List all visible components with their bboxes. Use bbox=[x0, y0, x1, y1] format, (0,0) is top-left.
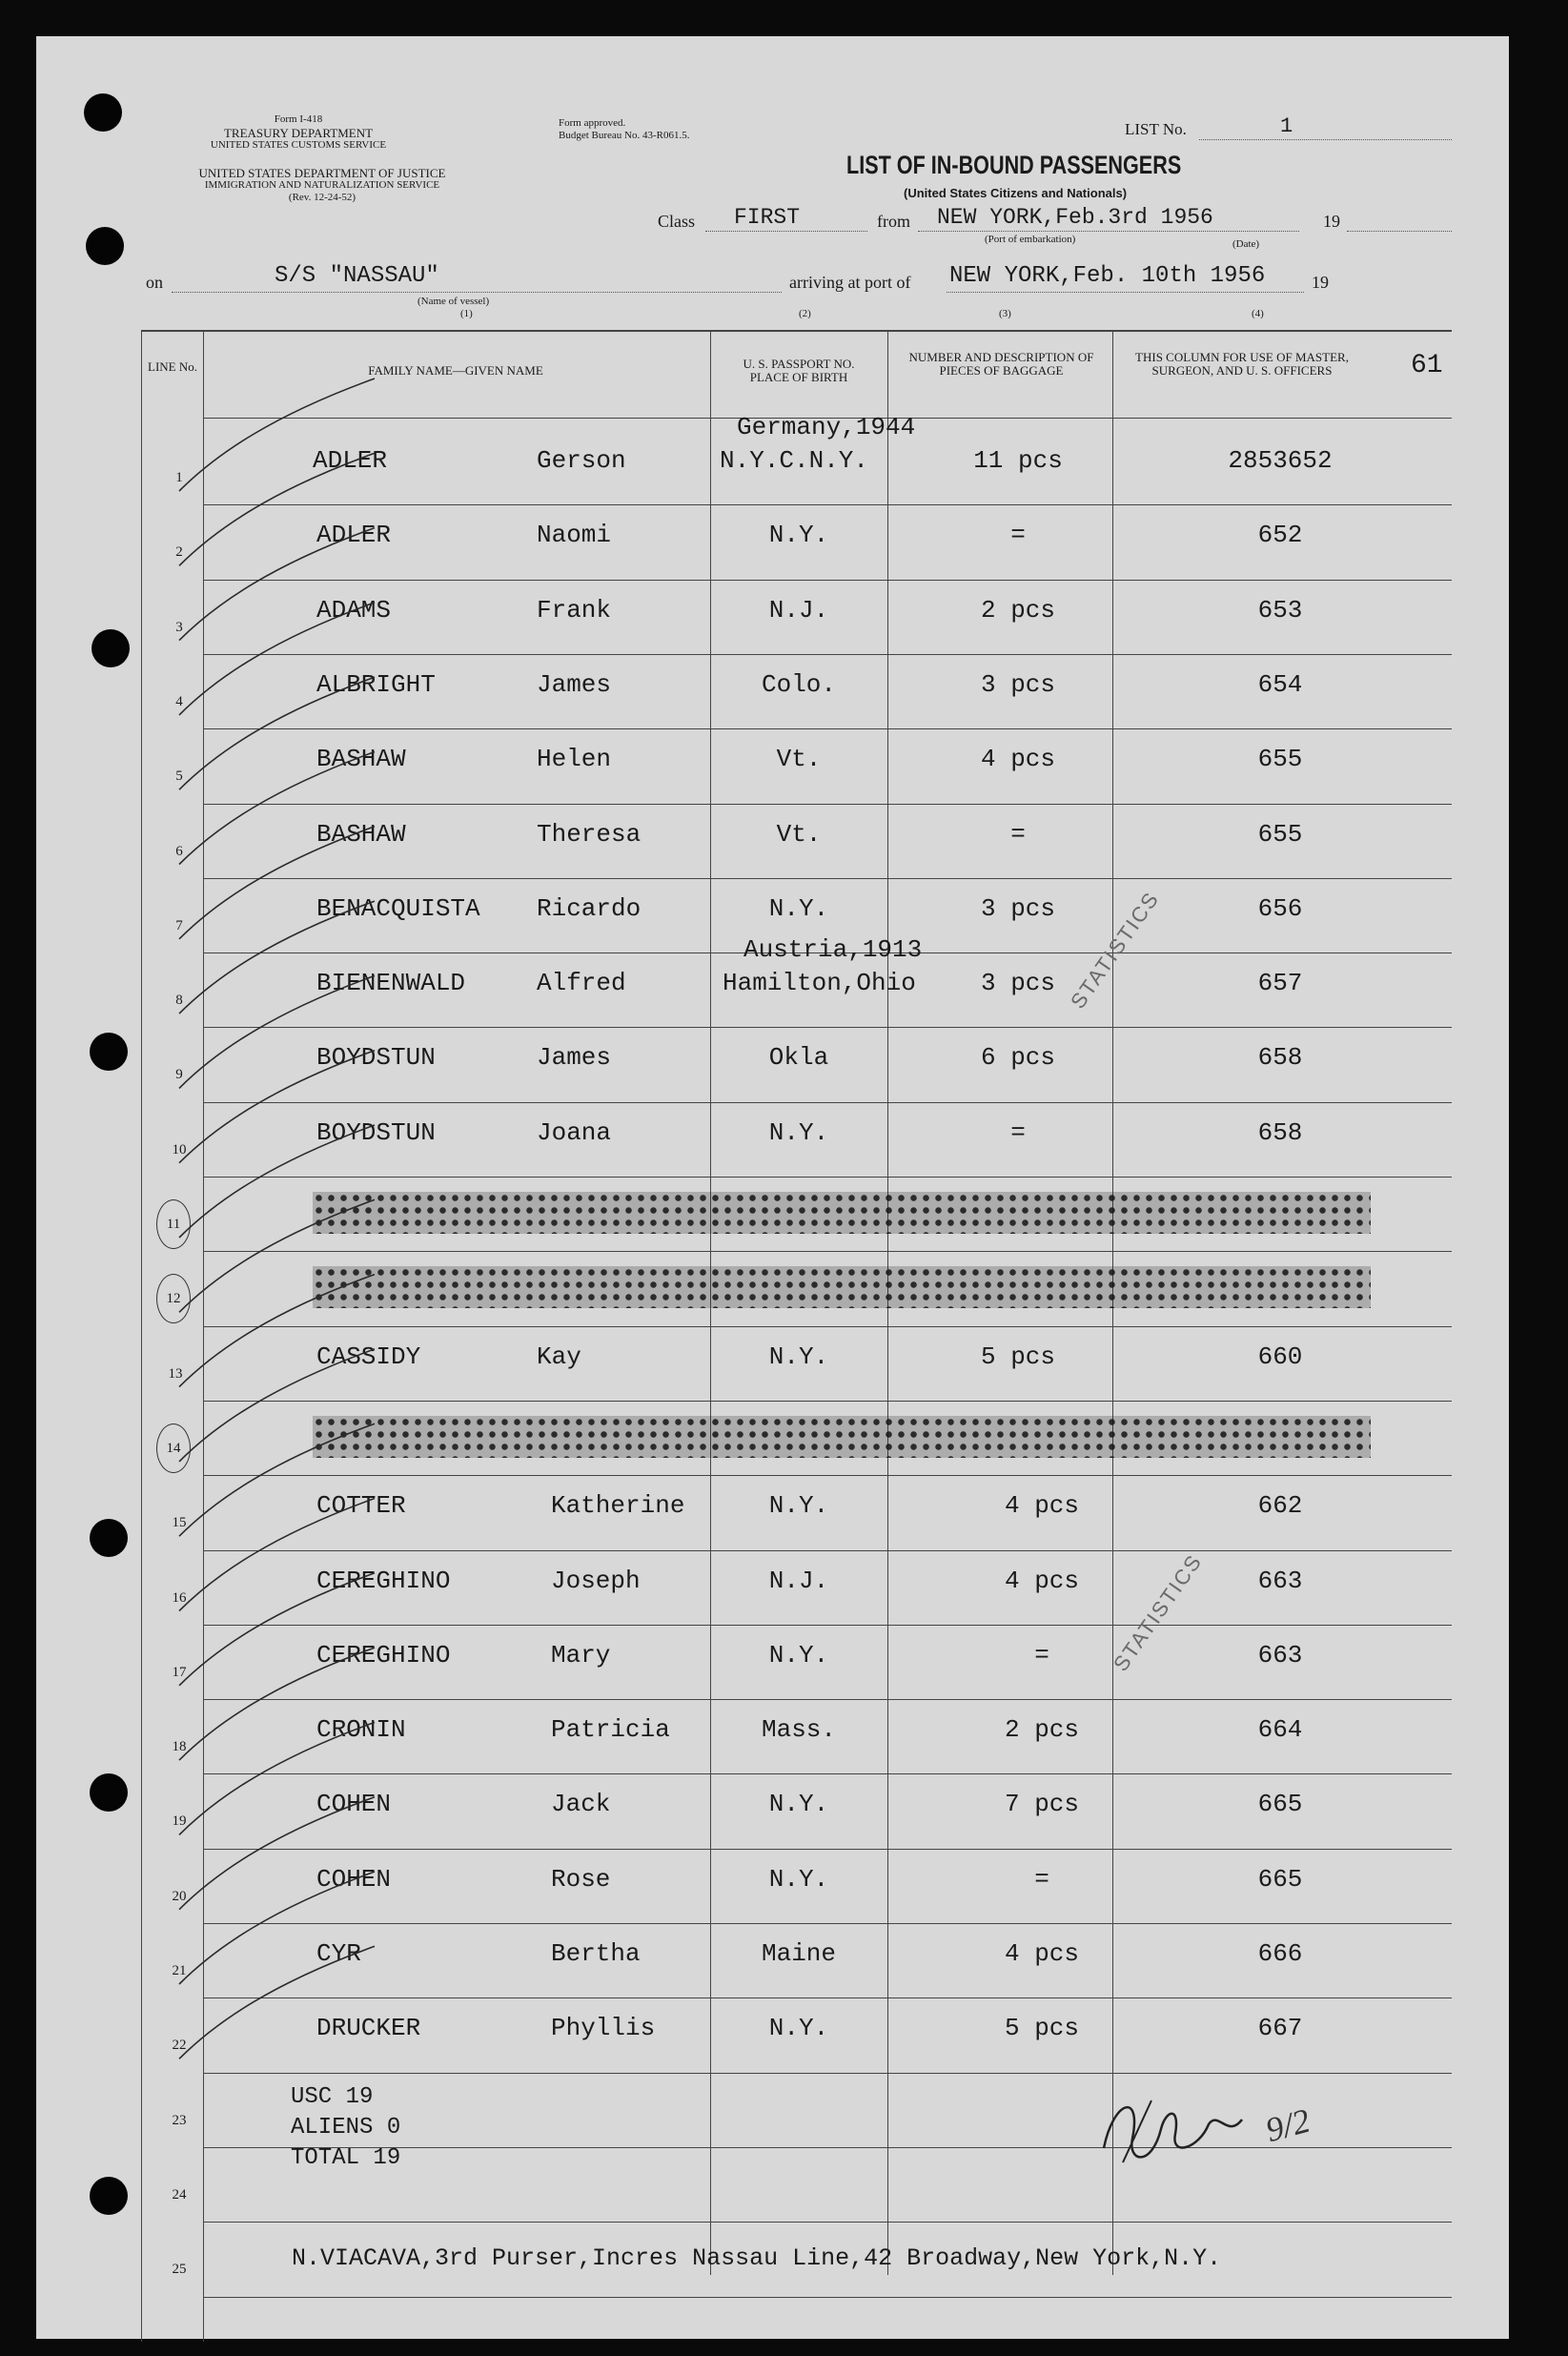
col-num-4: (4) bbox=[1252, 308, 1264, 319]
officer-number: 665 bbox=[1257, 1864, 1303, 1894]
pencil-tick bbox=[179, 379, 375, 491]
family-name: ALBRIGHT bbox=[316, 669, 436, 699]
place-of-birth: N.Y. bbox=[768, 1117, 829, 1147]
officer-number: 658 bbox=[1257, 1117, 1303, 1147]
officer-number: 663 bbox=[1257, 1566, 1303, 1595]
page-number: 61 bbox=[1411, 351, 1443, 380]
form-approved: Form approved. bbox=[559, 117, 626, 129]
baggage-count: 3 pcs bbox=[980, 893, 1055, 923]
place-of-birth: N.Y. bbox=[768, 1491, 829, 1521]
pencil-tick bbox=[179, 1573, 375, 1686]
place-of-birth: N.Y.C.N.Y. bbox=[719, 446, 869, 475]
family-name: COTTER bbox=[316, 1491, 406, 1521]
baggage-count: = bbox=[1010, 1117, 1026, 1147]
total-all: TOTAL 19 bbox=[291, 2145, 401, 2171]
baggage-count: 4 pcs bbox=[1004, 1939, 1079, 1968]
officer-number: 666 bbox=[1257, 1939, 1303, 1968]
pencil-tick bbox=[179, 603, 375, 715]
col-header-name: FAMILY NAME—GIVEN NAME bbox=[368, 363, 543, 378]
line-number: 22 bbox=[172, 2038, 187, 2054]
pencil-tick bbox=[179, 1946, 375, 2059]
officer-number: 2853652 bbox=[1228, 446, 1333, 475]
col-num-2: (2) bbox=[799, 308, 811, 319]
line-number: 9 bbox=[175, 1067, 183, 1083]
baggage-count: 4 pcs bbox=[980, 745, 1055, 774]
given-name: Phyllis bbox=[551, 2014, 656, 2043]
place-of-birth: N.Y. bbox=[768, 1864, 829, 1894]
col-header-baggage: NUMBER AND DESCRIPTION OF PIECES OF BAGGAGE bbox=[908, 350, 1094, 378]
year-label: 19 bbox=[1323, 212, 1340, 231]
form-number: Form I-418 bbox=[274, 113, 323, 125]
family-name: COHEN bbox=[316, 1790, 392, 1819]
family-name: ADAMS bbox=[316, 595, 392, 625]
baggage-count: 5 pcs bbox=[980, 1342, 1055, 1371]
given-name: Alfred bbox=[537, 969, 626, 998]
family-name: CYR bbox=[316, 1939, 361, 1968]
pencil-tick bbox=[179, 827, 375, 939]
place-of-birth: N.Y. bbox=[768, 521, 829, 550]
family-name: CRONIN bbox=[316, 1715, 406, 1745]
given-name: Gerson bbox=[537, 446, 626, 475]
place-of-birth: N.Y. bbox=[768, 2014, 829, 2043]
baggage-count: = bbox=[1010, 819, 1026, 849]
baggage-count: 6 pcs bbox=[980, 1043, 1055, 1073]
given-name: Joseph bbox=[551, 1566, 641, 1595]
family-name: ADLER bbox=[316, 521, 392, 550]
pencil-tick-marks bbox=[36, 36, 1509, 2339]
page-subtitle: (United States Citizens and Nationals) bbox=[904, 186, 1128, 200]
from-label: from bbox=[877, 212, 910, 231]
date-caption: (Date) bbox=[1232, 238, 1260, 250]
officer-number: 655 bbox=[1257, 819, 1303, 849]
birth-country-year: Germany,1944 bbox=[737, 413, 916, 441]
officer-number: 662 bbox=[1257, 1491, 1303, 1521]
baggage-count: 3 pcs bbox=[980, 969, 1055, 998]
officer-number: 664 bbox=[1257, 1715, 1303, 1745]
line-number: 5 bbox=[175, 768, 183, 785]
pencil-tick bbox=[179, 1648, 375, 1760]
baggage-count: 4 pcs bbox=[1004, 1491, 1079, 1521]
col-num-3: (3) bbox=[999, 308, 1011, 319]
line-number: 3 bbox=[175, 619, 183, 635]
place-of-birth: Okla bbox=[768, 1043, 829, 1073]
given-name: Helen bbox=[537, 745, 612, 774]
line-number: 17 bbox=[172, 1664, 187, 1680]
given-name: Bertha bbox=[551, 1939, 641, 1968]
line-number: 4 bbox=[175, 693, 183, 709]
officer-number: 660 bbox=[1257, 1342, 1303, 1371]
officer-number: 667 bbox=[1257, 2014, 1303, 2043]
line-number: 14 bbox=[156, 1424, 191, 1473]
baggage-count: = bbox=[1010, 521, 1026, 550]
place-of-birth: N.J. bbox=[768, 595, 829, 625]
line-number: 19 bbox=[172, 1813, 187, 1830]
pencil-tick bbox=[179, 901, 375, 1014]
given-name: Ricardo bbox=[537, 893, 641, 923]
officer-number: 654 bbox=[1257, 669, 1303, 699]
pencil-tick bbox=[179, 1199, 375, 1312]
baggage-count: 2 pcs bbox=[1004, 1715, 1079, 1745]
place-of-birth: N.Y. bbox=[768, 1640, 829, 1670]
statistics-stamp: STATISTICS bbox=[1109, 1549, 1207, 1676]
family-name: ADLER bbox=[313, 446, 388, 475]
line-number: 13 bbox=[168, 1365, 183, 1382]
family-name: BENACQUISTA bbox=[316, 893, 480, 923]
given-name: James bbox=[537, 1043, 612, 1073]
officer-number: 656 bbox=[1257, 893, 1303, 923]
list-no-value: 1 bbox=[1280, 114, 1293, 138]
from-value: NEW YORK,Feb.3rd 1956 bbox=[937, 205, 1213, 230]
pencil-tick bbox=[179, 1722, 375, 1834]
customs-service: UNITED STATES CUSTOMS SERVICE bbox=[210, 139, 387, 151]
line-number: 16 bbox=[172, 1589, 187, 1606]
baggage-count: 4 pcs bbox=[1004, 1566, 1079, 1595]
manifest-page bbox=[36, 36, 1509, 2339]
pencil-tick bbox=[179, 1125, 375, 1238]
line-number: 24 bbox=[172, 2186, 187, 2202]
officer-number: 663 bbox=[1257, 1640, 1303, 1670]
line-number: 8 bbox=[175, 993, 183, 1009]
family-name: CEREGHINO bbox=[316, 1566, 451, 1595]
given-name: Mary bbox=[551, 1640, 611, 1670]
officer-number: 653 bbox=[1257, 595, 1303, 625]
given-name: Katherine bbox=[551, 1491, 685, 1521]
pencil-tick bbox=[179, 1872, 375, 1984]
list-no-label: LIST No. bbox=[1125, 120, 1187, 138]
baggage-count: 11 pcs bbox=[973, 446, 1063, 475]
line-number: 25 bbox=[172, 2262, 187, 2278]
arriving-value: NEW YORK,Feb. 10th 1956 bbox=[949, 263, 1266, 289]
col-header-line: LINE No. bbox=[148, 359, 197, 374]
revision: (Rev. 12-24-52) bbox=[288, 192, 356, 203]
pencil-tick bbox=[179, 528, 375, 641]
line-number: 6 bbox=[175, 843, 183, 859]
given-name: Frank bbox=[537, 595, 612, 625]
given-name: Rose bbox=[551, 1864, 611, 1894]
baggage-count: 3 pcs bbox=[980, 669, 1055, 699]
class-label: Class bbox=[658, 212, 696, 231]
pencil-tick bbox=[179, 1499, 375, 1611]
family-name: CASSIDY bbox=[316, 1342, 421, 1371]
pencil-tick bbox=[179, 453, 375, 565]
vessel-caption: (Name of vessel) bbox=[417, 296, 490, 307]
place-of-birth: Maine bbox=[761, 1939, 836, 1968]
treasury-dept: TREASURY DEPARTMENT bbox=[223, 126, 374, 140]
col-num-1: (1) bbox=[460, 308, 473, 319]
officer-number: 665 bbox=[1257, 1790, 1303, 1819]
family-name: BIENENWALD bbox=[316, 969, 466, 998]
arriving-label: arriving at port of bbox=[789, 273, 911, 292]
officer-number: 657 bbox=[1257, 969, 1303, 998]
pencil-tick bbox=[179, 752, 375, 865]
pencil-tick bbox=[179, 677, 375, 789]
line-number: 1 bbox=[175, 470, 183, 485]
pencil-tick bbox=[179, 1424, 375, 1536]
baggage-count: = bbox=[1034, 1864, 1049, 1894]
pencil-tick bbox=[179, 1797, 375, 1910]
place-of-birth: N.Y. bbox=[768, 1342, 829, 1371]
vessel-name: S/S "NASSAU" bbox=[275, 263, 439, 289]
place-of-birth: N.Y. bbox=[768, 893, 829, 923]
line-number: 18 bbox=[172, 1739, 187, 1755]
line-number: 7 bbox=[175, 917, 183, 933]
col-header-officers: THIS COLUMN FOR USE OF MASTER, SURGEON, AND U. S. OFFICERS bbox=[1135, 350, 1349, 378]
page-title: LIST OF IN-BOUND PASSENGERS bbox=[846, 151, 1182, 179]
line-number: 12 bbox=[156, 1274, 191, 1323]
family-name: BOYDSTUN bbox=[316, 1043, 436, 1073]
pencil-tick bbox=[179, 1051, 375, 1163]
line-number: 23 bbox=[172, 2112, 187, 2128]
officer-number: 652 bbox=[1257, 521, 1303, 550]
total-aliens: ALIENS 0 bbox=[291, 2115, 401, 2141]
place-of-birth: Vt. bbox=[776, 819, 822, 849]
given-name: Joana bbox=[537, 1117, 612, 1147]
baggage-count: 7 pcs bbox=[1004, 1790, 1079, 1819]
total-usc: USC 19 bbox=[291, 2084, 374, 2110]
family-name: CEREGHINO bbox=[316, 1640, 451, 1670]
given-name: Jack bbox=[551, 1790, 611, 1819]
given-name: Naomi bbox=[537, 521, 612, 550]
family-name: BASHAW bbox=[316, 819, 406, 849]
col-header-passport: U. S. PASSPORT NO. PLACE OF BIRTH bbox=[743, 357, 855, 384]
pencil-tick bbox=[179, 1275, 375, 1387]
purser-signature-line: N.VIACAVA,3rd Purser,Incres Nassau Line,42 Broadway,New York,N.Y. bbox=[292, 2244, 1222, 2272]
place-of-birth: Colo. bbox=[761, 669, 836, 699]
baggage-count: 5 pcs bbox=[1004, 2014, 1079, 2043]
given-name: Kay bbox=[537, 1342, 581, 1371]
family-name: BOYDSTUN bbox=[316, 1117, 436, 1147]
place-of-birth: Vt. bbox=[776, 745, 822, 774]
handwritten-note: 9/2 bbox=[1261, 2100, 1314, 2150]
officer-number: 655 bbox=[1257, 745, 1303, 774]
officer-number: 658 bbox=[1257, 1043, 1303, 1073]
given-name: Patricia bbox=[551, 1715, 670, 1745]
place-of-birth: Mass. bbox=[761, 1715, 836, 1745]
family-name: BASHAW bbox=[316, 745, 406, 774]
line-number: 21 bbox=[172, 1963, 187, 1978]
line-number: 2 bbox=[175, 544, 183, 561]
baggage-count: 2 pcs bbox=[980, 595, 1055, 625]
line-number: 11 bbox=[156, 1199, 191, 1249]
justice-dept: UNITED STATES DEPARTMENT OF JUSTICE bbox=[198, 166, 446, 180]
ins: IMMIGRATION AND NATURALIZATION SERVICE bbox=[204, 179, 440, 191]
on-label: on bbox=[146, 273, 163, 292]
place-of-birth: N.J. bbox=[768, 1566, 829, 1595]
line-number: 15 bbox=[172, 1515, 187, 1531]
given-name: Theresa bbox=[537, 819, 641, 849]
pencil-tick bbox=[179, 975, 375, 1088]
family-name: DRUCKER bbox=[316, 2014, 421, 2043]
family-name: COHEN bbox=[316, 1864, 392, 1894]
class-value: FIRST bbox=[734, 205, 801, 230]
place-of-birth: N.Y. bbox=[768, 1790, 829, 1819]
baggage-count: = bbox=[1034, 1640, 1049, 1670]
pencil-tick bbox=[179, 1349, 375, 1462]
port-embark-caption: (Port of embarkation) bbox=[985, 234, 1076, 245]
year-label-2: 19 bbox=[1312, 273, 1329, 292]
line-number: 10 bbox=[172, 1141, 187, 1158]
place-of-birth: Hamilton,Ohio bbox=[723, 969, 916, 998]
given-name: James bbox=[537, 669, 612, 699]
statistics-stamp: STATISTICS bbox=[1066, 887, 1164, 1014]
budget-bureau: Budget Bureau No. 43-R061.5. bbox=[559, 130, 690, 141]
birth-country-year: Austria,1913 bbox=[743, 935, 923, 965]
line-number: 20 bbox=[172, 1888, 187, 1904]
